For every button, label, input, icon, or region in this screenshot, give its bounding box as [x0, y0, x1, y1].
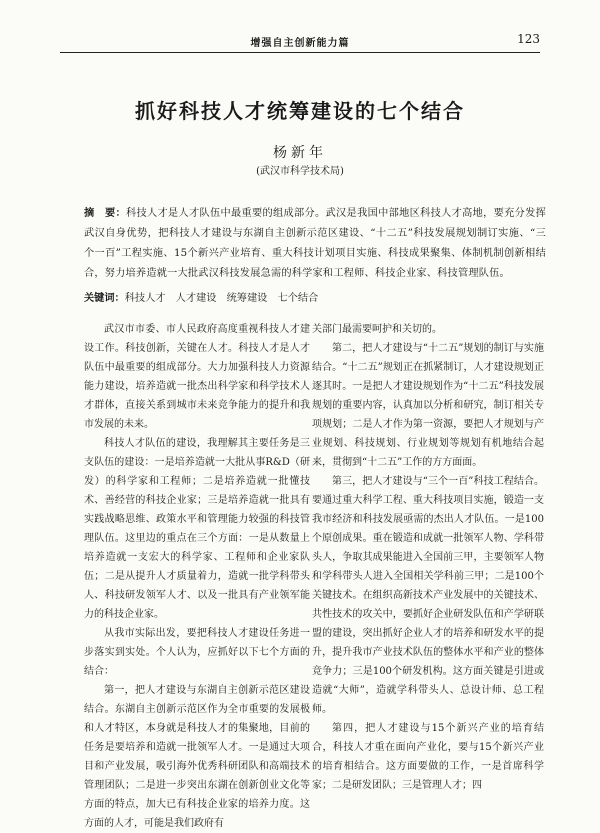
- body-column-right: [312, 320, 544, 791]
- keywords-items: 科技人才 人才建设 统筹建设 七个结合: [124, 293, 319, 304]
- running-header: [60, 30, 540, 53]
- body-paragraph: 第三，把人才建设与“三个一百”科技工程结合。要通过重大科学工程、重大科技项目实施，锻造一支我市经济和科技发展亟需的杰出人才队伍。一是100个原创成果。重在锻造和成就一批领军人物、学科带头人，争取其成果能进入全国前三甲，主要领军人物和学科带头人进入全国相关学科前三甲；二是100个关键技术。在组织高新技术产业发展中的关键技术、共性技术的攻关中，要抓好企业研发队伍和产学研联盟的建设，突出抓好企业人才的培养和研发水平的提升，提升我市产业技术队伍的整体水平和产业的整体竞争力；三是100个研发机构。这方面关键是引进或造就“大师”，造就学科带头人、总设计师、总工程师。: [312, 476, 544, 715]
- author-affiliation: (武汉市科学技术局): [256, 166, 344, 177]
- page-number: 123: [517, 32, 540, 46]
- abstract-label: 摘 要：: [84, 207, 127, 219]
- body-paragraph: 科技人才队伍的建设，我理解其主要任务是三支队伍的建设：一是培养造就一大批从事R&D（研发）的科学家和工程师；二是培养造就一批懂技术、善经营的科技企业家；三是培养造就一批具有实践战略思维、政策水平和管理能力较强的科技管理队伍。这里边的重点在三个方面：一是从数量上培养造就一支宏大的科学家、工程师和企业家队伍；二是从提升人才质量着力，造就一批学科带头人、科技研发领军人才、以及一批具有产业领军能力的科技企业家。: [84, 438, 310, 620]
- body-paragraph: 从我市实际出发，要把科技人才建设任务进一步落实到实处。个人认为，应抓好以下七个方面的结合：: [84, 628, 310, 677]
- abstract: [84, 203, 546, 284]
- body-column-left: [84, 320, 310, 829]
- body-paragraph: 武汉市市委、市人民政府高度重视科技人才建设工作。科技创新，关键在人才。科技人才是人才队伍中最重要的组成部分。大力加强科技人力资源能力建设，培养造就一批杰出科学家和科学技术人才群体，直接关系到城市未来竞争能力的提升和我市发展的未来。: [84, 324, 310, 430]
- article-title: 抓好科技人才统筹建设的七个结合: [135, 99, 465, 123]
- body-paragraph: 第四，把人才建设与15个新兴产业的培育结合，科技人才重在面向产业化，要与15个新兴产业的培育相结合。这方面要做的工作，一是首席科学家；二是研发团队；三是管理人才；四: [312, 723, 544, 791]
- abstract-text: 科技人才是人才队伍中最重要的组成部分。武汉是我国中部地区科技人才高地，要充分发挥武汉自身优势，把科技人才建设与东湖自主创新示范区建设、“十二五”科技发展规划制订实施、“三个一百”工程实施、15个新兴产业培育、重大科技计划项目实施、科技成果聚集、体制机制创新相结合，努力培养造就一大批武汉科技发展急需的科学家和工程师、科技企业家、科技管理队伍。: [84, 208, 546, 279]
- keywords: [84, 289, 546, 304]
- body-paragraph-continued: 关部门最需要呵护和关切的。: [312, 324, 442, 335]
- keywords-label: 关键词：: [84, 292, 125, 304]
- body-paragraph: 第二，把人才建设与“十二五”规划的制订与实施结合。“十二五”规划正在抓紧制订，人才建设规划正逐其时。一是把人才建设规划作为“十二五”科技发展规划的重要内容，认真加以分析和研究，制订相关专项规划；二是人才作为第一资源，要把人才规划与产业规划、科技规划、行业规划等规划有机地结合起来，贯彻到“十二五”工作的方方面面。: [312, 343, 544, 468]
- author-name: 杨新年: [273, 145, 327, 161]
- running-title: 增强自主创新能力篇: [250, 38, 350, 49]
- body-paragraph: 第一，把人才建设与东湖自主创新示范区建设结合。东湖自主创新示范区作为全市重要的发展极和人才特区，本身就是科技人才的集聚地，目前的任务是要培养和造就一批领军人才。一是通过大项目和产业发展，吸引海外优秀科研团队和高端技术管理团队；二是进一步突出东湖在创新创业文化等方面的特点，加大已有科技企业家的培养力度。这方面的人才，可能是我们政府有: [84, 685, 310, 829]
